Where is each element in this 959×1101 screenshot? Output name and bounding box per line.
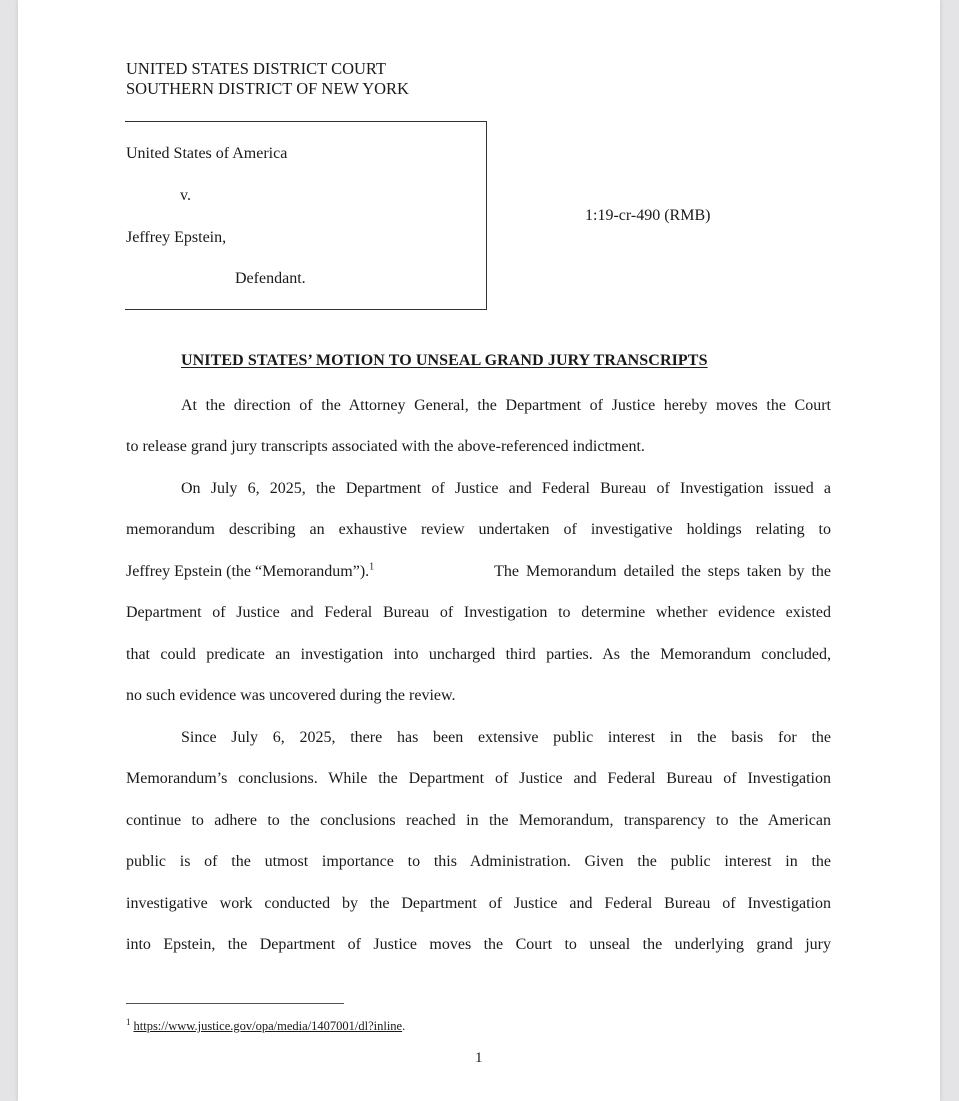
paragraph-line: Department of Justice and Federal Bureau of Investigation to determine whether evidence existed xyxy=(126,604,831,621)
caption-defendant-name: Jeffrey Epstein, xyxy=(126,229,227,246)
caption-defendant-label: Defendant. xyxy=(235,270,306,287)
paragraph-line: On July 6, 2025, the Department of Justice and Federal Bureau of Investigation issued a xyxy=(181,480,831,497)
footnote xyxy=(126,1017,405,1034)
paragraph-line: memorandum describing an exhaustive review undertaken of investigative holdings relating to xyxy=(126,521,831,538)
footnote-period: . xyxy=(402,1019,406,1034)
memorandum-reference xyxy=(126,562,374,582)
paragraph-line: that could predicate an investigation into uncharged third parties. As the Memorandum concluded, xyxy=(126,646,831,663)
paragraph-line: investigative work conducted by the Department of Justice and Federal Bureau of Investigation xyxy=(126,895,831,912)
caption-versus: v. xyxy=(180,187,191,204)
paragraph-line: public is of the utmost importance to this Administration. Given the public interest in the xyxy=(126,853,831,870)
caption-plaintiff: United States of America xyxy=(126,145,288,162)
paragraph-line-with-footnote xyxy=(126,562,831,582)
case-number: 1:19-cr-490 (RMB) xyxy=(585,207,711,224)
paragraph-line: no such evidence was uncovered during the review. xyxy=(126,687,456,704)
footnote-link[interactable]: https://www.justice.gov/opa/media/1407001/dl?inline xyxy=(133,1019,403,1034)
memorandum-reference-text: Jeffrey Epstein (the “Memorandum”). xyxy=(126,563,370,580)
paragraph-line: Memorandum’s conclusions. While the Department of Justice and Federal Bureau of Investigation xyxy=(126,770,831,787)
paragraph-line: At the direction of the Attorney General, the Department of Justice hereby moves the Court xyxy=(181,397,831,414)
memorandum-detail-text: The Memorandum detailed the steps taken by the xyxy=(494,563,831,580)
paragraph-line: to release grand jury transcripts associated with the above-referenced indictment. xyxy=(126,438,645,455)
footnote-number: 1 xyxy=(126,1017,131,1027)
court-name: UNITED STATES DISTRICT COURT xyxy=(126,59,387,78)
motion-title: UNITED STATES’ MOTION TO UNSEAL GRAND JURY TRANSCRIPTS xyxy=(181,352,708,369)
court-heading xyxy=(126,59,409,99)
page-number: 1 xyxy=(475,1050,483,1066)
paragraph-line: Since July 6, 2025, there has been extensive public interest in the basis for the xyxy=(181,729,831,746)
paragraph-line: into Epstein, the Department of Justice moves the Court to unseal the underlying grand jury xyxy=(126,936,831,953)
footnote-divider xyxy=(126,1003,344,1004)
footnote-reference[interactable]: 1 xyxy=(369,561,375,573)
court-district: SOUTHERN DISTRICT OF NEW YORK xyxy=(126,79,409,98)
document-page xyxy=(18,0,940,1101)
paragraph-line: continue to adhere to the conclusions reached in the Memorandum, transparency to the American xyxy=(126,812,831,829)
